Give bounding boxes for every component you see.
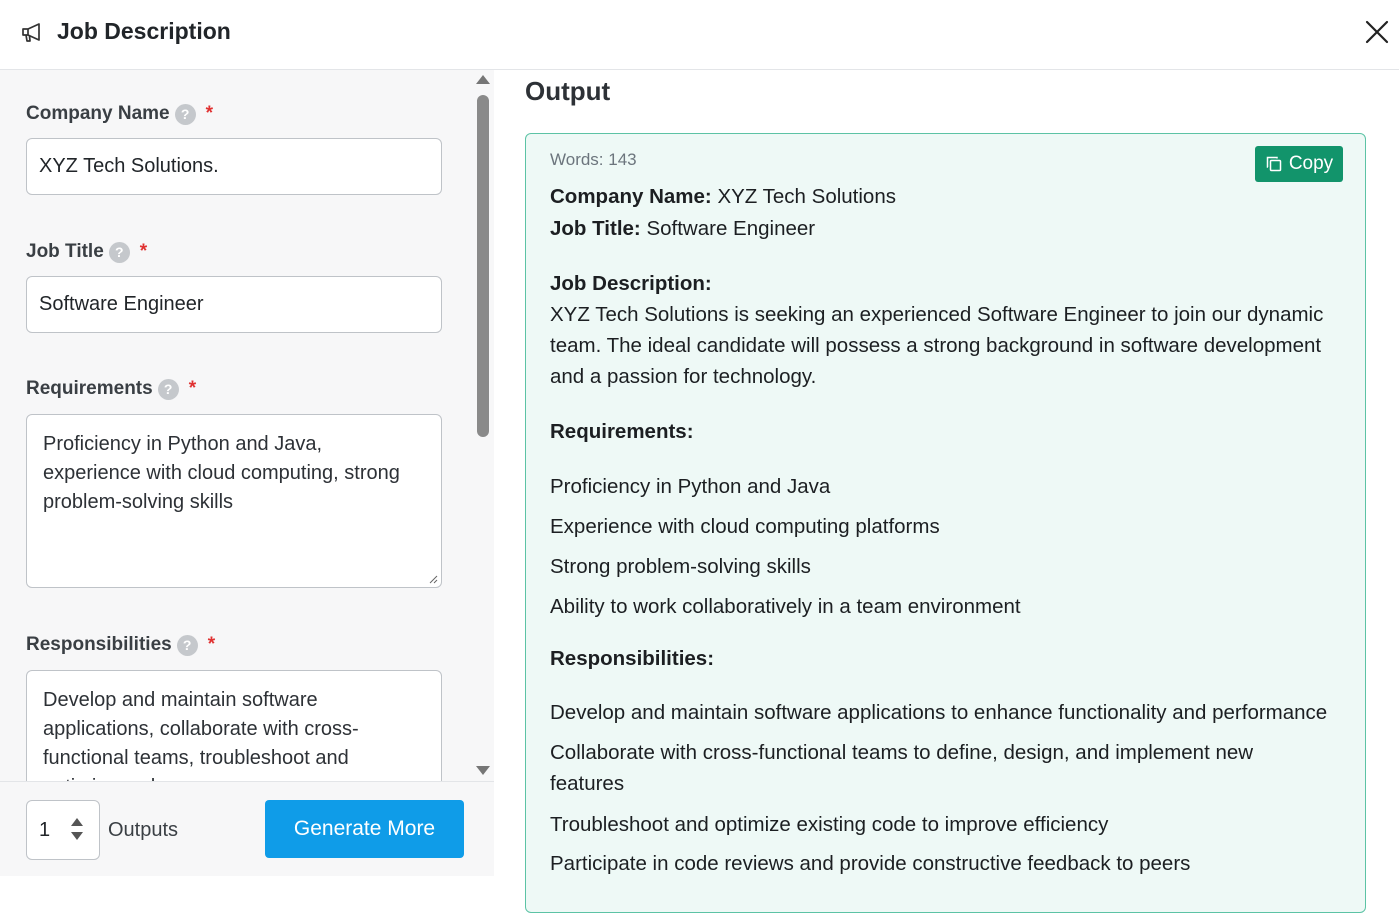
requirements-line: problem-solving skills <box>43 491 234 513</box>
requirements-heading: Requirements: <box>550 420 694 443</box>
responsibility-item: Troubleshoot and optimize existing code to improve efficiency <box>550 813 1109 836</box>
job-description-line: and a passion for technology. <box>550 365 817 388</box>
form-scroll-area[interactable] <box>0 70 472 781</box>
company-name-label: Company Name ? * <box>26 103 214 124</box>
required-marker: * <box>205 103 214 124</box>
requirement-item: Proficiency in Python and Java <box>550 475 831 498</box>
output-box <box>525 133 1366 913</box>
company-name-value: XYZ Tech Solutions. <box>39 155 219 177</box>
required-marker: * <box>188 378 197 399</box>
copy-button[interactable] <box>1255 146 1343 182</box>
responsibility-item: Collaborate with cross-functional teams to define, design, and implement new <box>550 741 1254 764</box>
job-title-value: Software Engineer <box>39 293 204 315</box>
job-title-line: Job Title: Software Engineer <box>550 217 816 240</box>
increment-icon[interactable] <box>71 818 83 826</box>
company-name-input[interactable] <box>26 138 442 195</box>
requirements-label: Requirements ? * <box>26 378 197 399</box>
responsibilities-line: Develop and maintain software <box>43 689 318 711</box>
copy-label: Copy <box>1288 153 1334 174</box>
responsibilities-line: applications, collaborate with cross- <box>43 718 359 740</box>
outputs-count: 1 <box>39 819 51 841</box>
outputs-stepper[interactable] <box>26 800 100 860</box>
responsibility-item: features <box>550 772 625 795</box>
help-icon[interactable]: ? <box>109 242 130 263</box>
job-title-label: Job Title ? * <box>26 241 148 262</box>
responsibilities-line: functional teams, troubleshoot and <box>43 747 349 769</box>
company-line: Company Name: XYZ Tech Solutions <box>550 185 896 208</box>
dialog-title: Job Description <box>57 18 231 44</box>
copy-icon <box>1265 155 1283 173</box>
scroll-up-icon[interactable] <box>476 75 490 84</box>
word-count: Words: 143 <box>550 150 637 169</box>
scroll-thumb[interactable] <box>477 95 489 437</box>
requirement-item: Strong problem-solving skills <box>550 555 811 578</box>
outputs-label: Outputs <box>108 819 179 841</box>
job-title-input[interactable] <box>26 276 442 333</box>
help-icon[interactable]: ? <box>175 104 196 125</box>
requirements-line: Proficiency in Python and Java, <box>43 433 323 455</box>
requirement-item: Ability to work collaboratively in a team environment <box>550 595 1021 618</box>
job-description-line: team. The ideal candidate will possess a strong background in software development <box>550 334 1322 357</box>
required-marker: * <box>139 241 148 262</box>
requirement-item: Experience with cloud computing platforms <box>550 515 940 538</box>
close-icon[interactable] <box>1363 18 1391 46</box>
help-icon[interactable]: ? <box>158 379 179 400</box>
responsibility-item: Develop and maintain software applications to enhance functionality and performance <box>550 701 1328 724</box>
output-panel <box>495 70 1399 876</box>
form-footer <box>0 781 494 876</box>
scroll-down-icon[interactable] <box>476 766 490 775</box>
form-panel <box>0 70 494 876</box>
help-icon[interactable]: ? <box>177 635 198 656</box>
generate-more-button[interactable]: Generate More <box>265 800 464 858</box>
requirements-line: experience with cloud computing, strong <box>43 462 400 484</box>
required-marker: * <box>207 634 216 655</box>
job-description-heading: Job Description: <box>550 272 712 295</box>
dialog-header <box>0 0 1399 70</box>
responsibilities-heading: Responsibilities: <box>550 647 715 670</box>
output-title: Output <box>525 76 611 106</box>
requirements-textarea[interactable] <box>26 414 442 588</box>
decrement-icon[interactable] <box>71 832 83 840</box>
resize-handle-icon[interactable] <box>428 574 438 584</box>
responsibility-item: Participate in code reviews and provide constructive feedback to peers <box>550 852 1191 875</box>
job-description-line: XYZ Tech Solutions is seeking an experienced Software Engineer to join our dynamic <box>550 303 1324 326</box>
megaphone-icon <box>20 20 44 44</box>
form-scrollbar[interactable] <box>472 70 494 781</box>
responsibilities-label: Responsibilities ? * <box>26 634 216 655</box>
